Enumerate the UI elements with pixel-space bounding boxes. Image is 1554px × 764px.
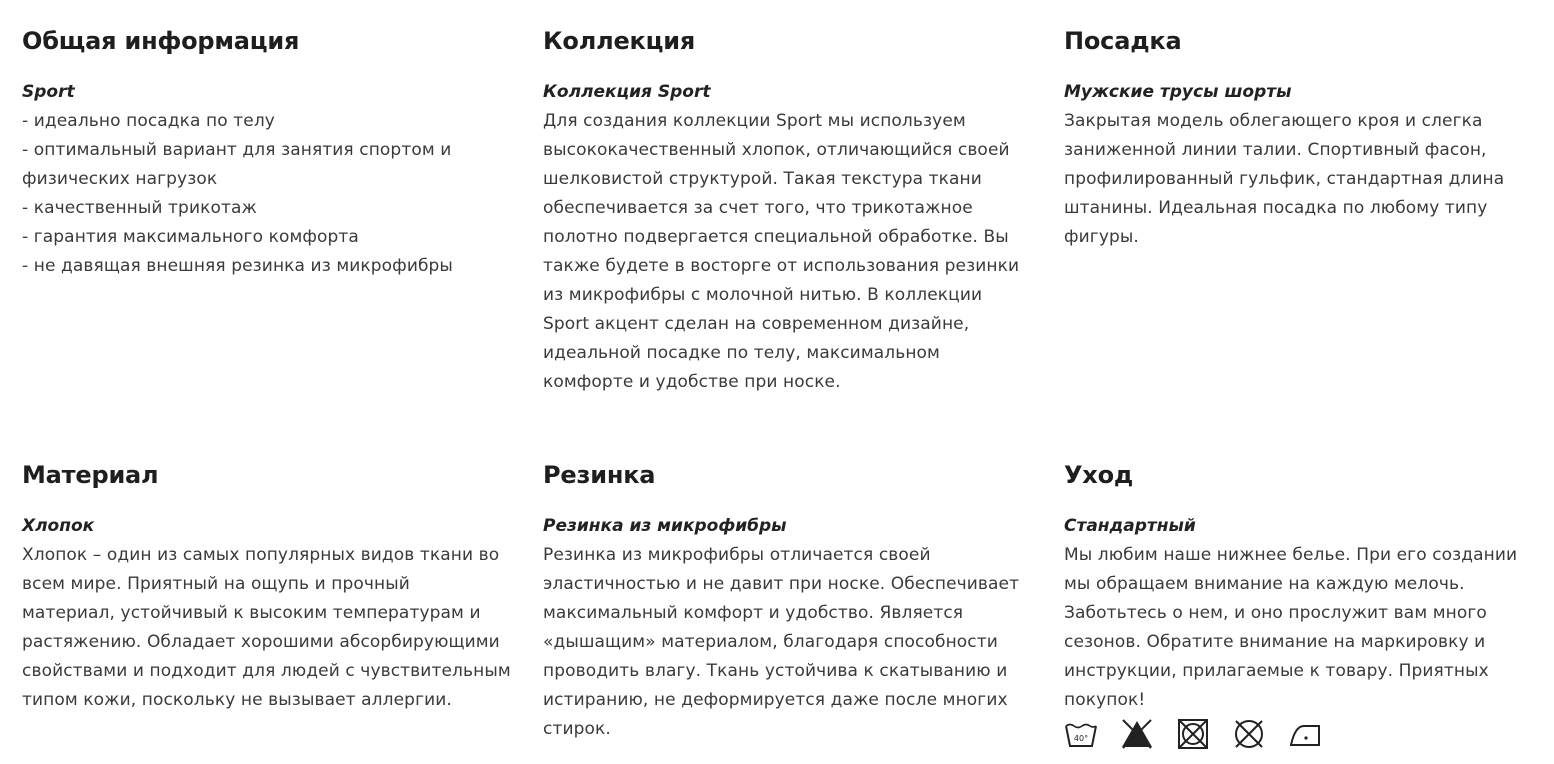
no-tumble-dry-icon	[1176, 717, 1210, 751]
section-title: Резинка	[543, 461, 656, 489]
body-line: Закрытая модель облегающего кроя и слегка	[1064, 111, 1483, 131]
wash-40-icon	[1064, 717, 1098, 751]
section-title: Посадка	[1064, 27, 1182, 55]
body-line: штанины. Идеальная посадка по любому типу	[1064, 198, 1488, 218]
wash-temp-label: 40°	[1073, 734, 1089, 743]
body-line: высококачественный хлопок, отличающийся своей	[543, 140, 1010, 160]
section-body	[1064, 541, 1554, 715]
body-line: - оптимальный вариант для занятия спортом и	[22, 140, 452, 160]
body-line: типом кожи, поскольку не вызывает аллергии.	[22, 690, 452, 710]
body-line: Заботьтесь о нем, и оно прослужит вам много	[1064, 603, 1487, 623]
body-line: Мы любим наше нижнее белье. При его создании	[1064, 545, 1518, 565]
section-fit	[1064, 26, 1554, 252]
no-dry-clean-icon	[1232, 717, 1266, 751]
body-line: - не давящая внешняя резинка из микрофибры	[22, 256, 453, 276]
body-line: Резинка из микрофибры отличается своей	[543, 545, 931, 565]
body-line: заниженной линии талии. Спортивный фасон,	[1064, 140, 1487, 160]
body-line: из микрофибры с молочной нитью. В коллекции	[543, 285, 983, 305]
body-line: Для создания коллекции Sport мы используем	[543, 111, 966, 131]
body-line: также будете в восторге от использования резинки	[543, 256, 1020, 276]
section-subtitle: Коллекция Sport	[543, 82, 711, 102]
section-body	[1064, 107, 1554, 252]
section-waistband	[543, 460, 1033, 744]
body-line: - идеально посадка по телу	[22, 111, 275, 131]
body-line: растяжению. Обладает хорошими абсорбирующими	[22, 632, 500, 652]
section-title: Общая информация	[22, 27, 300, 55]
section-care	[1064, 460, 1554, 751]
body-line: шелковистой структурой. Такая текстура ткани	[543, 169, 982, 189]
section-subtitle: Резинка из микрофибры	[543, 516, 787, 536]
body-line: профилированный гульфик, стандартная длина	[1064, 169, 1505, 189]
body-line: инструкции, прилагаемые к товару. Приятных	[1064, 661, 1489, 681]
care-icons	[1064, 717, 1554, 751]
body-line: всем мире. Приятный на ощупь и прочный	[22, 574, 410, 594]
section-collection	[543, 26, 1033, 397]
body-line: - качественный трикотаж	[22, 198, 257, 218]
section-body	[543, 107, 1033, 397]
body-line: материал, устойчивый к высоким температурам и	[22, 603, 481, 623]
section-subtitle: Хлопок	[22, 516, 95, 536]
body-line: проводить влагу. Ткань устойчива к скатыванию и	[543, 661, 1008, 681]
body-line: обеспечивается за счет того, что трикотажное	[543, 198, 973, 218]
section-body	[22, 541, 512, 715]
body-line: сезонов. Обратите внимание на маркировку и	[1064, 632, 1486, 652]
body-line: эластичностью и не давит при носке. Обеспечивает	[543, 574, 1020, 594]
body-line: - гарантия максимального комфорта	[22, 227, 359, 247]
body-line: истиранию, не деформируется даже после многих	[543, 690, 1008, 710]
body-line: покупок!	[1064, 690, 1146, 710]
body-line: мы обращаем внимание на каждую мелочь.	[1064, 574, 1465, 594]
body-line: свойствами и подходит для людей с чувствительным	[22, 661, 511, 681]
body-line: Sport акцент сделан на современном дизайне,	[543, 314, 970, 334]
body-line: фигуры.	[1064, 227, 1139, 247]
section-body	[22, 107, 512, 281]
body-line: идеальной посадке по телу, максимальном	[543, 343, 940, 363]
body-line: стирок.	[543, 719, 611, 739]
section-body	[543, 541, 1033, 744]
section-title: Уход	[1064, 461, 1134, 489]
body-line: максимальный комфорт и удобство. Является	[543, 603, 964, 623]
section-title: Коллекция	[543, 27, 696, 55]
section-material	[22, 460, 512, 715]
section-general-info	[22, 26, 512, 281]
body-line: Хлопок – один из самых популярных видов ткани во	[22, 545, 500, 565]
section-title: Материал	[22, 461, 159, 489]
body-line: физических нагрузок	[22, 169, 218, 189]
iron-low-icon	[1288, 717, 1322, 751]
section-subtitle: Стандартный	[1064, 516, 1196, 536]
body-line: комфорте и удобстве при носке.	[543, 372, 841, 392]
no-bleach-icon	[1120, 717, 1154, 751]
body-line: «дышащим» материалом, благодаря способности	[543, 632, 998, 652]
section-subtitle: Мужские трусы шорты	[1064, 82, 1292, 102]
body-line: полотно подвергается специальной обработке. Вы	[543, 227, 1009, 247]
section-subtitle: Sport	[22, 82, 75, 102]
